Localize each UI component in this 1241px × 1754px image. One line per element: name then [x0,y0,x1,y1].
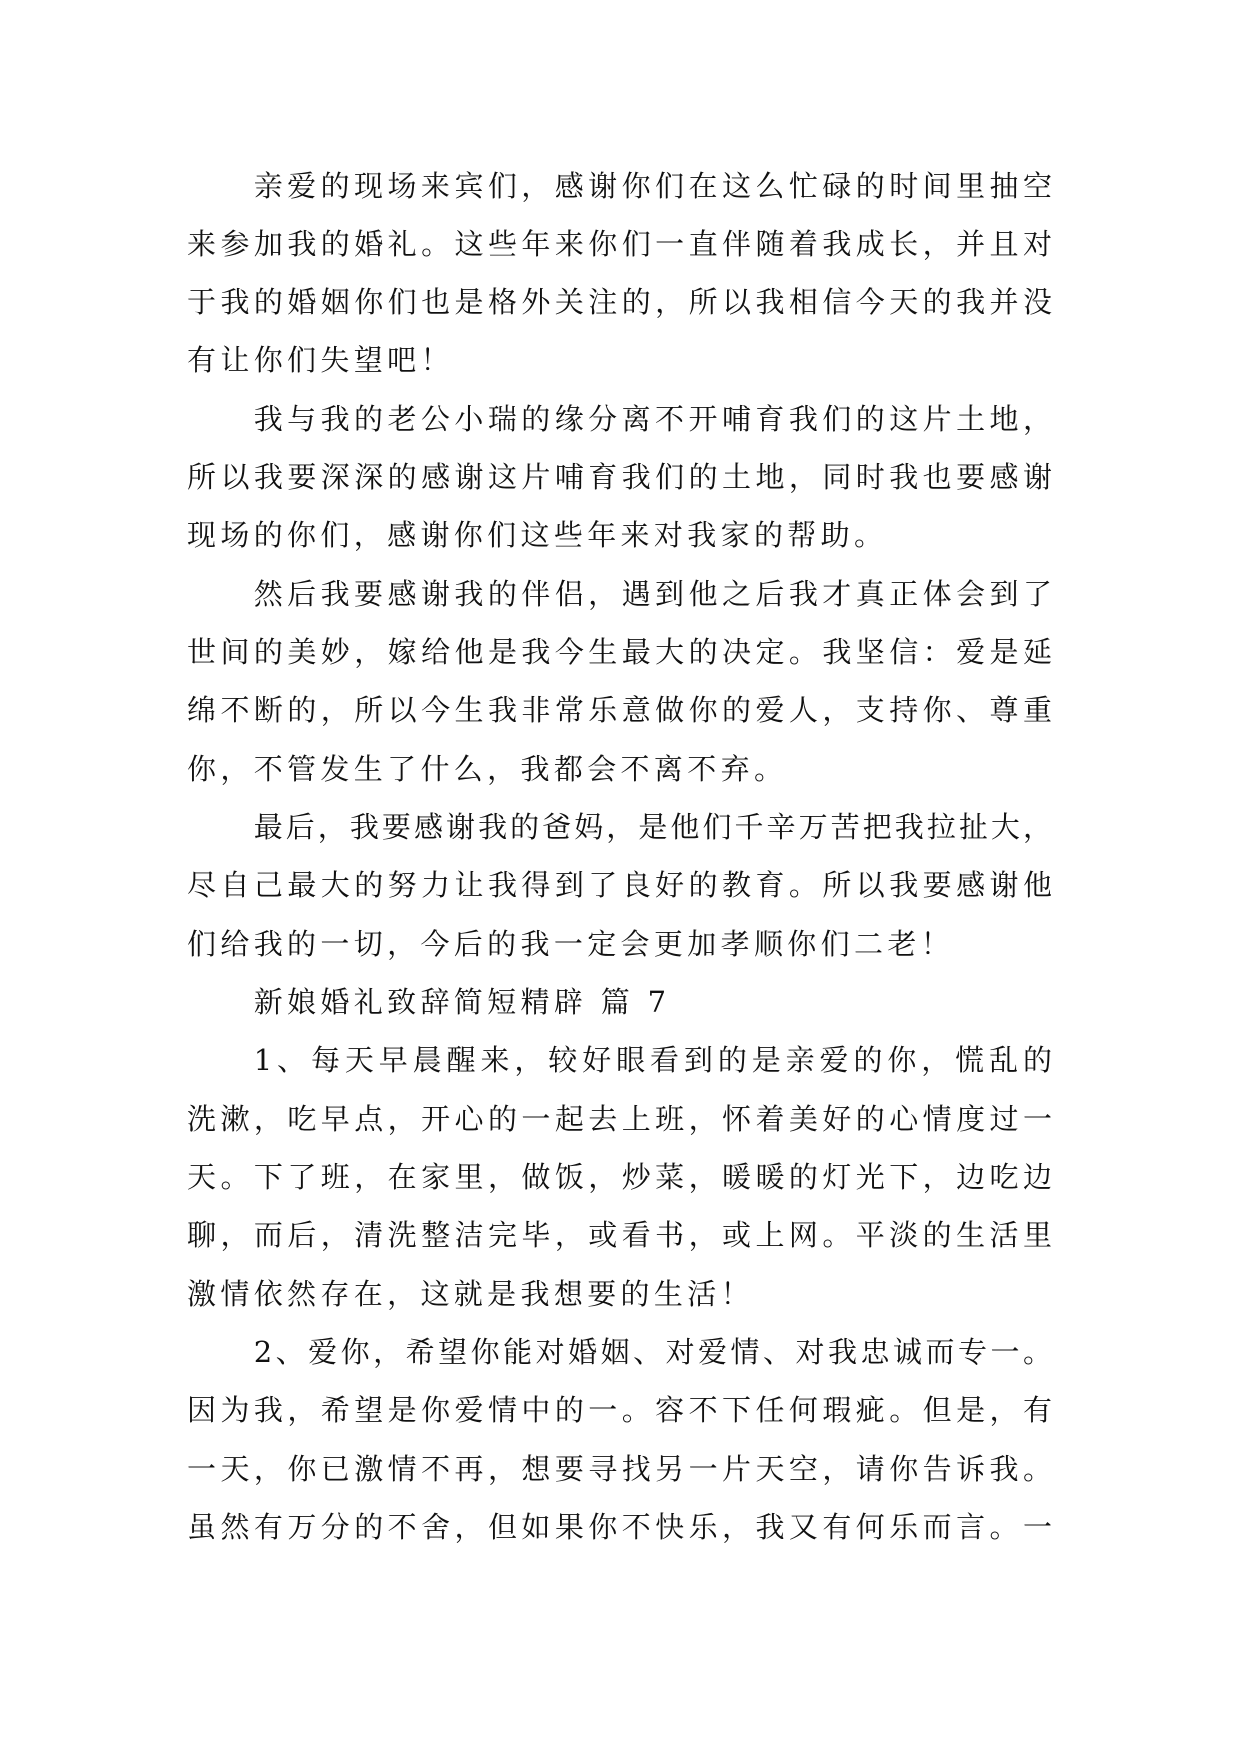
paragraph-line: 现场的你们，感谢你们这些年来对我家的帮助。 [187,518,888,553]
paragraph-line: 世间的美妙，嫁给他是我今生最大的决定。我坚信：爱是延 [187,635,1054,670]
paragraph-line: 来参加我的婚礼。这些年来你们一直伴随着我成长，并且对 [187,226,1054,261]
paragraph-line: 尽自己最大的努力让我得到了良好的教育。所以我要感谢他 [187,868,1054,903]
section-heading: 新娘婚礼致辞简短精辟 篇 7 [253,985,671,1020]
paragraph-line: 们给我的一切，今后的我一定会更加孝顺你们二老！ [187,926,955,961]
paragraph-line: 洗漱，吃早点，开心的一起去上班，怀着美好的心情度过一 [187,1101,1054,1136]
paragraph-line: 天。下了班，在家里，做饭，炒菜，暖暖的灯光下，边吃边 [187,1160,1054,1195]
paragraph-line: 我与我的老公小瑞的缘分离不开哺育我们的这片土地， [253,401,1054,436]
paragraph-line: 你，不管发生了什么，我都会不离不弃。 [187,751,788,786]
paragraph-line: 于我的婚姻你们也是格外关注的，所以我相信今天的我并没 [187,285,1054,320]
paragraph-line: 然后我要感谢我的伴侣，遇到他之后我才真正体会到了 [253,576,1054,611]
paragraph [187,798,1054,973]
paragraph-line: 一天，你已激情不再，想要寻找另一片天空，请你告诉我。 [187,1451,1054,1486]
paragraph-line: 激情依然存在，这就是我想要的生活！ [187,1276,754,1311]
paragraph-line: 最后，我要感谢我的爸妈，是他们千辛万苦把我拉扯大， [253,810,1054,845]
paragraph [187,1323,1054,1556]
paragraph-line: 有让你们失望吧！ [187,343,454,378]
paragraph-line: 2、爱你，希望你能对婚姻、对爱情、对我忠诚而专一。 [253,1335,1054,1370]
paragraph [187,390,1054,565]
paragraph [187,1031,1054,1323]
paragraph [187,565,1054,798]
document-body [187,157,1054,1557]
paragraph-line: 因为我，希望是你爱情中的一。容不下任何瑕疵。但是，有 [187,1393,1054,1428]
paragraph-line: 所以我要深深的感谢这片哺育我们的土地，同时我也要感谢 [187,460,1054,495]
paragraph [187,157,1054,390]
paragraph-line: 聊，而后，清洗整洁完毕，或看书，或上网。平淡的生活里 [187,1218,1054,1253]
paragraph-line: 绵不断的，所以今生我非常乐意做你的爱人，支持你、尊重 [187,693,1054,728]
paragraph-line: 1、每天早晨醒来，较好眼看到的是亲爱的你，慌乱的 [253,1043,1054,1078]
paragraph-line: 亲爱的现场来宾们，感谢你们在这么忙碌的时间里抽空 [253,168,1054,203]
paragraph-line: 虽然有万分的不舍，但如果你不快乐，我又有何乐而言。一 [187,1510,1054,1545]
